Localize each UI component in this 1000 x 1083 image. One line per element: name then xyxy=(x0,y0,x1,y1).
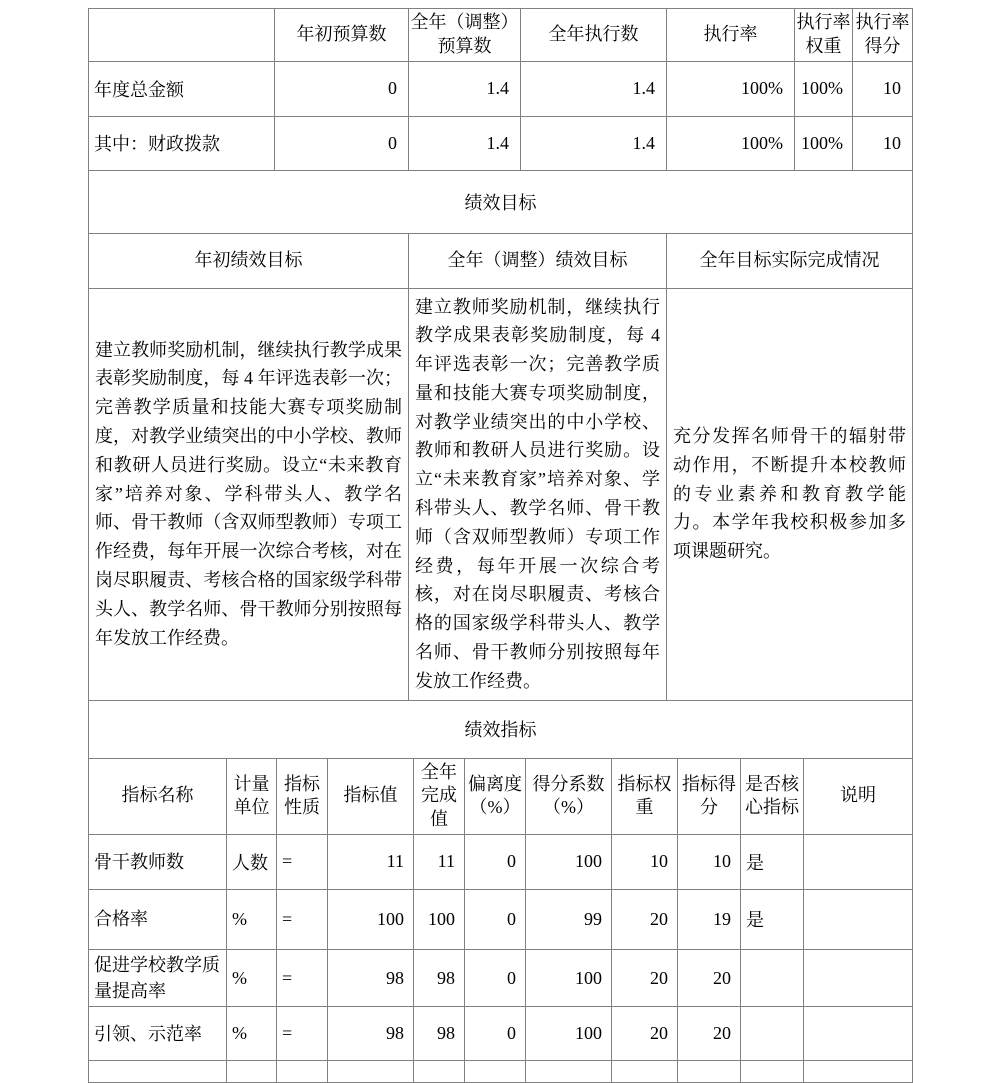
table-row xyxy=(89,61,913,116)
budget-value-cell: 1.4 xyxy=(521,116,667,170)
budget-value-cell: 0 xyxy=(275,61,409,116)
ind-header-completed: 全年完成值 xyxy=(414,758,465,834)
empty-cell xyxy=(277,1061,328,1083)
indicator-nature: = xyxy=(277,834,328,889)
indicator-cell: 98 xyxy=(328,1007,414,1061)
indicator-core-flag xyxy=(741,949,804,1006)
indicators-section-title: 绩效指标 xyxy=(89,700,913,758)
goals-header-actual: 全年目标实际完成情况 xyxy=(667,233,913,288)
indicator-cell: 98 xyxy=(328,949,414,1006)
budget-value-cell: 10 xyxy=(853,116,913,170)
indicator-name: 骨干教师数 xyxy=(89,834,227,889)
table-row xyxy=(89,889,913,949)
budget-header-executed: 全年执行数 xyxy=(521,9,667,62)
indicator-cell: 20 xyxy=(612,1007,678,1061)
indicator-cell: 98 xyxy=(414,949,465,1006)
indicator-cell: 100 xyxy=(526,834,612,889)
indicator-unit: % xyxy=(227,889,277,949)
ind-header-unit: 计量单位 xyxy=(227,758,277,834)
empty-cell xyxy=(89,1061,227,1083)
indicator-cell: 100 xyxy=(526,1007,612,1061)
indicator-note xyxy=(804,949,913,1006)
indicator-cell: 100 xyxy=(414,889,465,949)
budget-header-rate: 执行率 xyxy=(667,9,795,62)
budget-value-cell: 100% xyxy=(667,61,795,116)
empty-cell xyxy=(414,1061,465,1083)
indicator-note xyxy=(804,834,913,889)
goals-content-row xyxy=(89,288,913,700)
empty-cell xyxy=(612,1061,678,1083)
performance-report-table xyxy=(88,8,912,1083)
table-row xyxy=(89,949,913,1006)
indicator-cell: 0 xyxy=(465,889,526,949)
budget-value-cell: 1.4 xyxy=(521,61,667,116)
budget-header-adjusted: 全年（调整）预算数 xyxy=(409,9,521,62)
ind-header-target: 指标值 xyxy=(328,758,414,834)
empty-cell xyxy=(804,1061,913,1083)
empty-cell xyxy=(526,1061,612,1083)
adjusted-goal-text: 建立教师奖励机制，继续执行教学成果表彰奖励制度，每 4 年评选表彰一次；完善教学质量和技能大赛专项奖励制度，对教学业绩突出的中小学校、教师和教研人员进行奖励。设立“未来教育家”培养对象、学科带头人、教学名师、骨干教师（含双师型教师）专项工作经费，每年开展一次综合考核，对在岗尽职履责、考核合格的国家级学科带头人、教学名师、骨干教师分别按照每年发放工作经费。 xyxy=(409,288,667,700)
ind-header-score-coef: 得分系数（%） xyxy=(526,758,612,834)
budget-value-cell: 100% xyxy=(795,61,853,116)
budget-execution-table xyxy=(88,8,913,171)
ind-header-nature: 指标性质 xyxy=(277,758,328,834)
indicator-cell: 0 xyxy=(465,1007,526,1061)
indicator-cell: 10 xyxy=(678,834,741,889)
budget-header-row xyxy=(89,9,913,62)
empty-cell xyxy=(741,1061,804,1083)
goals-header-row xyxy=(89,233,913,288)
budget-value-cell: 100% xyxy=(667,116,795,170)
indicator-cell: 20 xyxy=(612,949,678,1006)
performance-goals-table xyxy=(88,170,913,701)
indicator-cell: 99 xyxy=(526,889,612,949)
ind-header-deviation: 偏离度（%） xyxy=(465,758,526,834)
budget-header-rate-score: 执行率得分 xyxy=(853,9,913,62)
ind-header-name: 指标名称 xyxy=(89,758,227,834)
budget-value-cell: 0 xyxy=(275,116,409,170)
indicator-cell: 10 xyxy=(612,834,678,889)
indicator-nature: = xyxy=(277,1007,328,1061)
indicator-cell: 98 xyxy=(414,1007,465,1061)
indicator-unit: % xyxy=(227,1007,277,1061)
table-row xyxy=(89,116,913,170)
indicator-cell: 0 xyxy=(465,949,526,1006)
ind-header-note: 说明 xyxy=(804,758,913,834)
budget-header-initial: 年初预算数 xyxy=(275,9,409,62)
indicator-name: 促进学校教学质量提高率 xyxy=(89,949,227,1006)
indicator-cell: 20 xyxy=(678,949,741,1006)
indicator-nature: = xyxy=(277,949,328,1006)
budget-value-cell: 100% xyxy=(795,116,853,170)
empty-cell xyxy=(227,1061,277,1083)
budget-value-cell: 1.4 xyxy=(409,61,521,116)
indicator-cell: 0 xyxy=(465,834,526,889)
indicators-header-row xyxy=(89,758,913,834)
initial-goal-text: 建立教师奖励机制，继续执行教学成果表彰奖励制度，每 4 年评选表彰一次；完善教学质量和技能大赛专项奖励制度，对教学业绩突出的中小学校、教师和教研人员进行奖励。设立“未来教育家”培养对象、学科带头人、教学名师、骨干教师（含双师型教师）专项工作经费，每年开展一次综合考核，对在岗尽职履责、考核合格的国家级学科带头人、教学名师、骨干教师分别按照每年发放工作经费。 xyxy=(89,288,409,700)
indicator-cell: 20 xyxy=(678,1007,741,1061)
indicator-note xyxy=(804,1007,913,1061)
budget-header-blank xyxy=(89,9,275,62)
budget-value-cell: 10 xyxy=(853,61,913,116)
budget-value-cell: 1.4 xyxy=(409,116,521,170)
indicator-name: 合格率 xyxy=(89,889,227,949)
empty-cell xyxy=(328,1061,414,1083)
performance-indicators-table xyxy=(88,700,913,1083)
goals-header-initial: 年初绩效目标 xyxy=(89,233,409,288)
indicator-cell: 100 xyxy=(328,889,414,949)
indicator-core-flag: 是 xyxy=(741,889,804,949)
budget-row-label: 年度总金额 xyxy=(89,61,275,116)
indicator-cell: 20 xyxy=(612,889,678,949)
ind-header-core: 是否核心指标 xyxy=(741,758,804,834)
indicator-note xyxy=(804,889,913,949)
empty-cell xyxy=(678,1061,741,1083)
ind-header-score: 指标得分 xyxy=(678,758,741,834)
table-row-clipped xyxy=(89,1061,913,1083)
budget-row-label: 其中：财政拨款 xyxy=(89,116,275,170)
table-row xyxy=(89,1007,913,1061)
goals-header-adjusted: 全年（调整）绩效目标 xyxy=(409,233,667,288)
indicator-core-flag: 是 xyxy=(741,834,804,889)
indicator-cell: 19 xyxy=(678,889,741,949)
indicator-cell: 11 xyxy=(328,834,414,889)
goals-section-title: 绩效目标 xyxy=(89,170,913,233)
indicator-unit: % xyxy=(227,949,277,1006)
indicator-cell: 11 xyxy=(414,834,465,889)
indicator-core-flag xyxy=(741,1007,804,1061)
goals-banner-row xyxy=(89,170,913,233)
actual-completion-text: 充分发挥名师骨干的辐射带动作用，不断提升本校教师的专业素养和教育教学能力。本学年我校积极参加多项课题研究。 xyxy=(667,288,913,700)
table-row xyxy=(89,834,913,889)
budget-header-rate-weight: 执行率权重 xyxy=(795,9,853,62)
empty-cell xyxy=(465,1061,526,1083)
ind-header-weight: 指标权重 xyxy=(612,758,678,834)
indicator-nature: = xyxy=(277,889,328,949)
indicator-cell: 100 xyxy=(526,949,612,1006)
indicator-unit: 人数 xyxy=(227,834,277,889)
indicator-name: 引领、示范率 xyxy=(89,1007,227,1061)
indicators-banner-row xyxy=(89,700,913,758)
